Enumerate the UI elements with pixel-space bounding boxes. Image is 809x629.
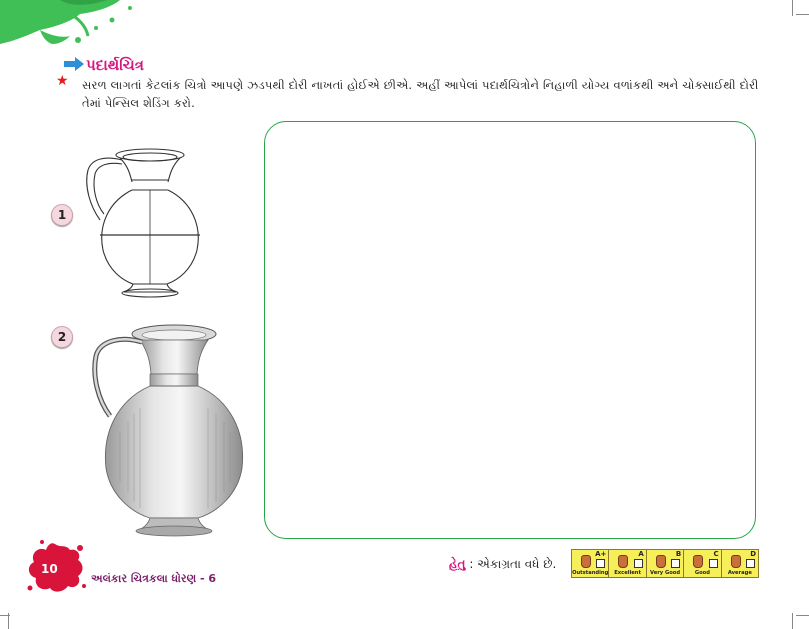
book-title: અલંકાર ચિત્રકલા ધોરણ - 6 (91, 572, 217, 585)
grade-checkbox[interactable] (709, 559, 718, 568)
jug-outline-drawing (78, 146, 218, 304)
grade-checkbox[interactable] (596, 559, 605, 568)
grade-checkbox[interactable] (671, 559, 680, 568)
grade-cell[interactable] (647, 550, 684, 577)
jar-icon (656, 555, 666, 568)
crop-mark (792, 613, 793, 629)
grade-letter: C (713, 550, 719, 558)
jug-shaded-drawing (88, 322, 260, 540)
figure-number-2: 2 (51, 326, 73, 348)
instruction-text: સરળ લાગતાં કેટલાંક ચિત્રો આપણે ઝડપથી દોરી નાખતાં હોઈએ છીએ. અહીં આપેલાં પદાર્થચિત્રોને નિહાળી યોગ્ય વળાંકથી અને ચોક્સાઈથી દોરી તેમાં પેન્સિલ શેડિંગ કરો. (82, 78, 759, 110)
jar-icon (618, 555, 628, 568)
grade-letter: D (750, 550, 757, 558)
grade-cell[interactable] (609, 550, 646, 577)
grade-letter: B (675, 550, 682, 558)
arrow-right-icon (64, 57, 84, 71)
jar-icon (731, 555, 741, 568)
drawing-area-frame[interactable] (264, 121, 756, 539)
grade-name: Average (727, 570, 752, 576)
crop-mark (0, 615, 10, 616)
section-title: પદાર્થચિત્ર (86, 56, 144, 74)
grade-letter: A (638, 550, 644, 558)
grade-cell[interactable] (722, 550, 758, 577)
grade-name: Good (694, 570, 710, 576)
aim-text-line (449, 557, 556, 572)
crop-mark (792, 0, 793, 16)
grade-name: Very Good (649, 570, 681, 576)
jar-icon (693, 555, 703, 568)
grade-name: Outstanding (572, 570, 609, 576)
grade-cell[interactable] (684, 550, 721, 577)
grade-name: Excellent (614, 570, 641, 576)
grade-scale (571, 549, 759, 578)
crop-mark (796, 14, 809, 15)
crop-mark (796, 615, 809, 616)
aim-text: : એકાગ્રતા વધે છે. (469, 557, 557, 571)
grade-checkbox[interactable] (634, 559, 643, 568)
page-number: 10 (41, 562, 58, 576)
aim-label: હેતુ (449, 557, 466, 571)
figure-number-1: 1 (51, 204, 73, 226)
grade-letter: A+ (595, 550, 607, 558)
jar-icon (581, 555, 591, 568)
grade-checkbox[interactable] (746, 559, 755, 568)
star-bullet-icon: ★ (56, 73, 69, 89)
grade-cell[interactable] (572, 550, 609, 577)
